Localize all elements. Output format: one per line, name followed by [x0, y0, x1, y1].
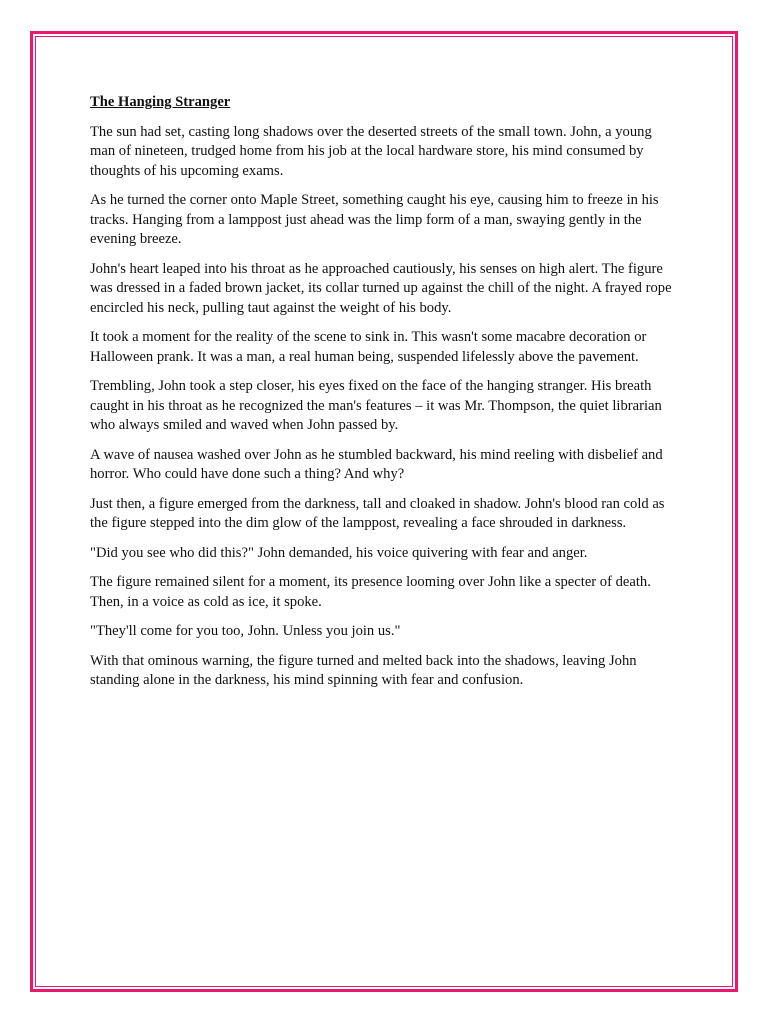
- paragraph-10: "They'll come for you too, John. Unless you join us.": [90, 623, 401, 639]
- paragraph-11: With that ominous warning, the figure turned and melted back into the shadows, leaving John standing alone in the darkness, his mind spinning with fear and confusion.: [90, 652, 637, 688]
- paragraph-5: Trembling, John took a step closer, his eyes fixed on the face of the hanging stranger. His breath caught in his throat as he recognized the man's features – it was Mr. Thompson, the quiet librarian who always smiled and waved when John passed by.: [90, 378, 662, 433]
- paragraph-7: Just then, a figure emerged from the darkness, tall and cloaked in shadow. John's blood ran cold as the figure stepped into the dim glow of the lamppost, revealing a face shrouded in darkness.: [90, 495, 665, 531]
- paragraph-4: It took a moment for the reality of the scene to sink in. This wasn't some macabre decoration or Halloween prank. It was a man, a real human being, suspended lifelessly above the pavement.: [90, 329, 647, 365]
- paragraph-9: The figure remained silent for a moment, its presence looming over John like a specter of death. Then, in a voice as cold as ice, it spoke.: [90, 574, 651, 610]
- paragraph-2: As he turned the corner onto Maple Street, something caught his eye, causing him to freeze in his tracks. Hanging from a lamppost just ahead was the limp form of a man, swaying gently in the evening breeze.: [90, 192, 659, 247]
- document-title: The Hanging Stranger: [90, 94, 231, 110]
- paragraph-1: The sun had set, casting long shadows over the deserted streets of the small town. John, a young man of nineteen, trudged home from his job at the local hardware store, his mind consumed by thoughts of his upcoming exams.: [90, 123, 652, 179]
- document-body: [90, 93, 680, 701]
- paragraph-6: A wave of nausea washed over John as he stumbled backward, his mind reeling with disbelief and horror. Who could have done such a thing? And why?: [90, 446, 663, 482]
- paragraph-3: John's heart leaped into his throat as he approached cautiously, his senses on high alert. The figure was dressed in a faded brown jacket, its collar turned up against the chill of the night. A frayed rope encircled his neck, pulling taut against the weight of his body.: [90, 260, 672, 316]
- paragraph-8: "Did you see who did this?" John demanded, his voice quivering with fear and anger.: [90, 544, 588, 561]
